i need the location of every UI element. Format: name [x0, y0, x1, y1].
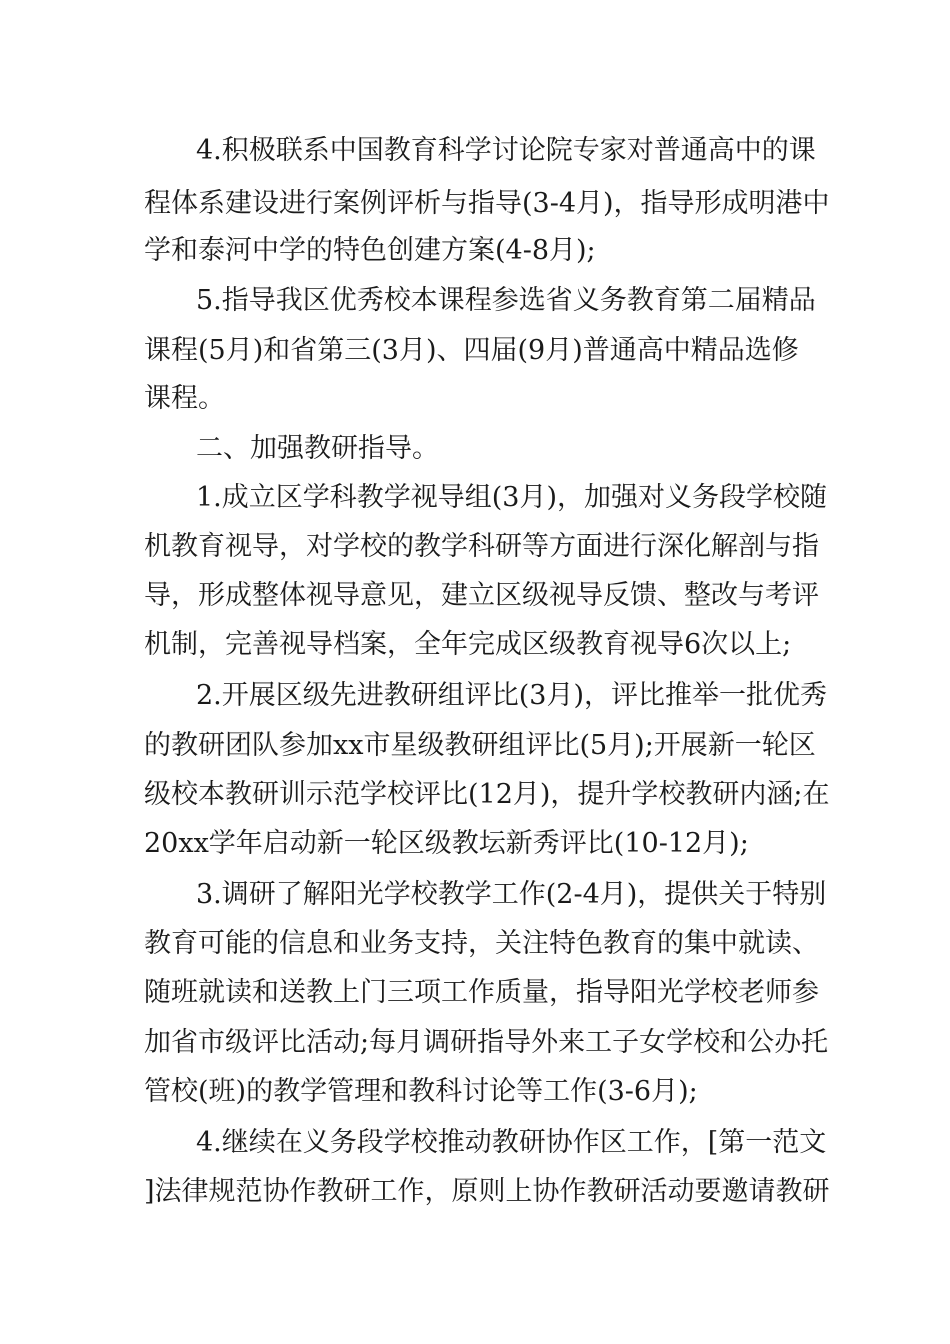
paragraph-5-line-3: 级校本教研训示范学校评比(12月)，提升学校教研内涵;在: [144, 779, 830, 810]
paragraph-7-line-2: ]法律规范协作教研工作，原则上协作教研活动要邀请教研: [144, 1176, 830, 1207]
paragraph-6-line-5: 管校(班)的教学管理和教科讨论等工作(3-6月);: [144, 1076, 698, 1107]
paragraph-6-line-2: 教育可能的信息和业务支持，关注特色教育的集中就读、: [144, 928, 819, 959]
paragraph-4-line-1: 1.成立区学科教学视导组(3月)，加强对义务段学校随: [196, 482, 828, 513]
paragraph-6-line-1: 3.调研了解阳光学校教学工作(2-4月)，提供关于特别: [196, 879, 827, 910]
paragraph-5-line-2: 的教研团队参加xx市星级教研组评比(5月);开展新一轮区: [144, 730, 816, 761]
paragraph-5-line-4: 20xx学年启动新一轮区级教坛新秀评比(10-12月);: [144, 828, 749, 859]
paragraph-2-line-2: 课程(5月)和省第三(3月)、四届(9月)普通高中精品选修: [144, 335, 799, 366]
paragraph-5-line-1: 2.开展区级先进教研组评比(3月)，评比推举一批优秀: [196, 680, 828, 711]
paragraph-4-line-3: 导，形成整体视导意见，建立区级视导反馈、整改与考评: [144, 580, 819, 611]
paragraph-2-line-3: 课程。: [144, 383, 225, 414]
paragraph-6-line-3: 随班就读和送教上门三项工作质量，指导阳光学校老师参: [144, 977, 819, 1008]
paragraph-1-line-2: 程体系建设进行案例评析与指导(3-4月)，指导形成明港中: [144, 188, 830, 219]
paragraph-2-line-1: 5.指导我区优秀校本课程参选省义务教育第二届精品: [196, 285, 816, 316]
paragraph-7-line-1: 4.继续在义务段学校推动教研协作区工作，[第一范文: [196, 1127, 827, 1158]
paragraph-4-line-4: 机制，完善视导档案，全年完成区级教育视导6次以上;: [144, 629, 792, 660]
paragraph-1-line-3: 学和泰河中学的特色创建方案(4-8月);: [144, 235, 596, 266]
section-heading: 二、加强教研指导。: [196, 433, 439, 464]
paragraph-1-line-1: 4.积极联系中国教育科学讨论院专家对普通高中的课: [196, 135, 816, 166]
paragraph-4-line-2: 机教育视导，对学校的教学科研等方面进行深化解剖与指: [144, 531, 819, 562]
paragraph-6-line-4: 加省市级评比活动;每月调研指导外来工子女学校和公办托: [144, 1027, 829, 1058]
